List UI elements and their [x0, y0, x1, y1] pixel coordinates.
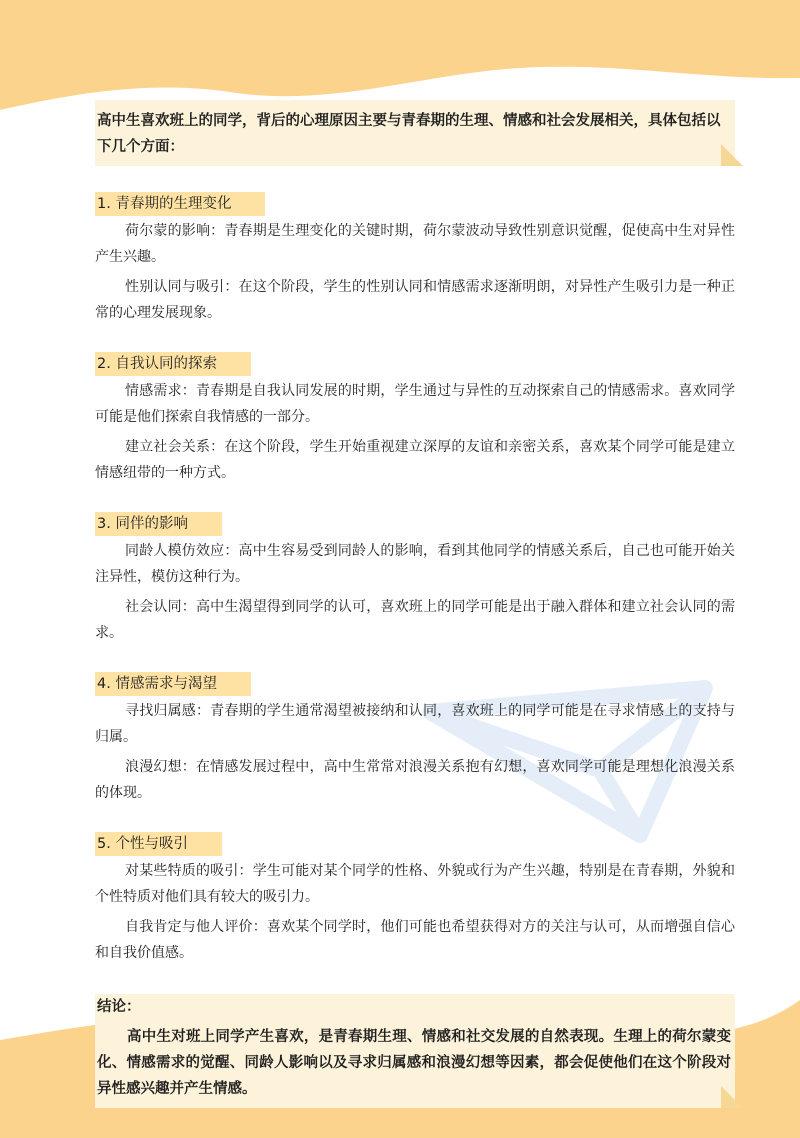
conclusion-text: 高中生对班上同学产生喜欢，是青春期生理、情感和社交发展的自然表现。生理上的荷尔蒙变化、情感需求的觉醒、同龄人影响以及寻求归属感和浪漫幻想等因素，都会促使他们在这个阶段对异性感兴趣并产生情感。 [97, 1029, 731, 1097]
paragraph: 浪漫幻想：在情感发展过程中，高中生常常对浪漫关系抱有幻想，喜欢同学可能是理想化浪漫关系的体现。 [95, 759, 735, 801]
section-heading: 5. 个性与吸引 [95, 832, 222, 856]
top-wave-shape [0, 0, 800, 110]
paragraph: 同龄人模仿效应：高中生容易受到同龄人的影响，看到其他同学的情感关系后，自己也可能开始关注异性，模仿这种行为。 [95, 543, 735, 585]
paragraph: 建立社会关系：在这个阶段，学生开始重视建立深厚的友谊和亲密关系，喜欢某个同学可能是建立情感纽带的一种方式。 [95, 439, 735, 481]
folded-corner [721, 144, 743, 166]
paragraph: 寻找归属感：青春期的学生通常渴望被接纳和认同，喜欢班上的同学可能是在寻求情感上的支持与归属。 [95, 703, 735, 745]
conclusion-box [95, 994, 735, 1108]
paragraph: 对某些特质的吸引：学生可能对某个同学的性格、外貌或行为产生兴趣，特别是在青春期，外貌和个性特质对他们具有较大的吸引力。 [95, 863, 735, 905]
section-peer-influence [95, 512, 735, 646]
section-heading: 3. 同伴的影响 [95, 512, 222, 536]
section-heading: 4. 情感需求与渴望 [95, 672, 251, 696]
intro-text: 高中生喜欢班上的同学，背后的心理原因主要与青春期的生理、情感和社会发展相关，具体包括以下几个方面： [97, 113, 721, 155]
intro-box [95, 100, 735, 166]
section-self-identity [95, 352, 735, 486]
folded-corner [721, 1086, 743, 1108]
paragraph: 荷尔蒙的影响：青春期是生理变化的关键时期，荷尔蒙波动导致性别意识觉醒，促使高中生对异性产生兴趣。 [95, 223, 735, 265]
section-emotional-needs [95, 672, 735, 806]
section-physiology [95, 192, 735, 326]
paragraph: 社会认同：高中生渴望得到同学的认可，喜欢班上的同学可能是出于融入群体和建立社会认同的需求。 [95, 599, 735, 641]
section-heading: 2. 自我认同的探索 [95, 352, 251, 376]
paragraph: 性别认同与吸引：在这个阶段，学生的性别认同和情感需求逐渐明朗，对异性产生吸引力是一种正常的心理发展现象。 [95, 279, 735, 321]
paragraph: 情感需求：青春期是自我认同发展的时期，学生通过与异性的互动探索自己的情感需求。喜欢同学可能是他们探索自我情感的一部分。 [95, 383, 735, 425]
section-heading: 1. 青春期的生理变化 [95, 192, 265, 216]
paragraph: 自我肯定与他人评价：喜欢某个同学时，他们可能也希望获得对方的关注与认可，从而增强自信心和自我价值感。 [95, 919, 735, 961]
conclusion-heading: 结论： [97, 999, 141, 1015]
document-content [95, 100, 735, 1108]
section-personality [95, 832, 735, 966]
